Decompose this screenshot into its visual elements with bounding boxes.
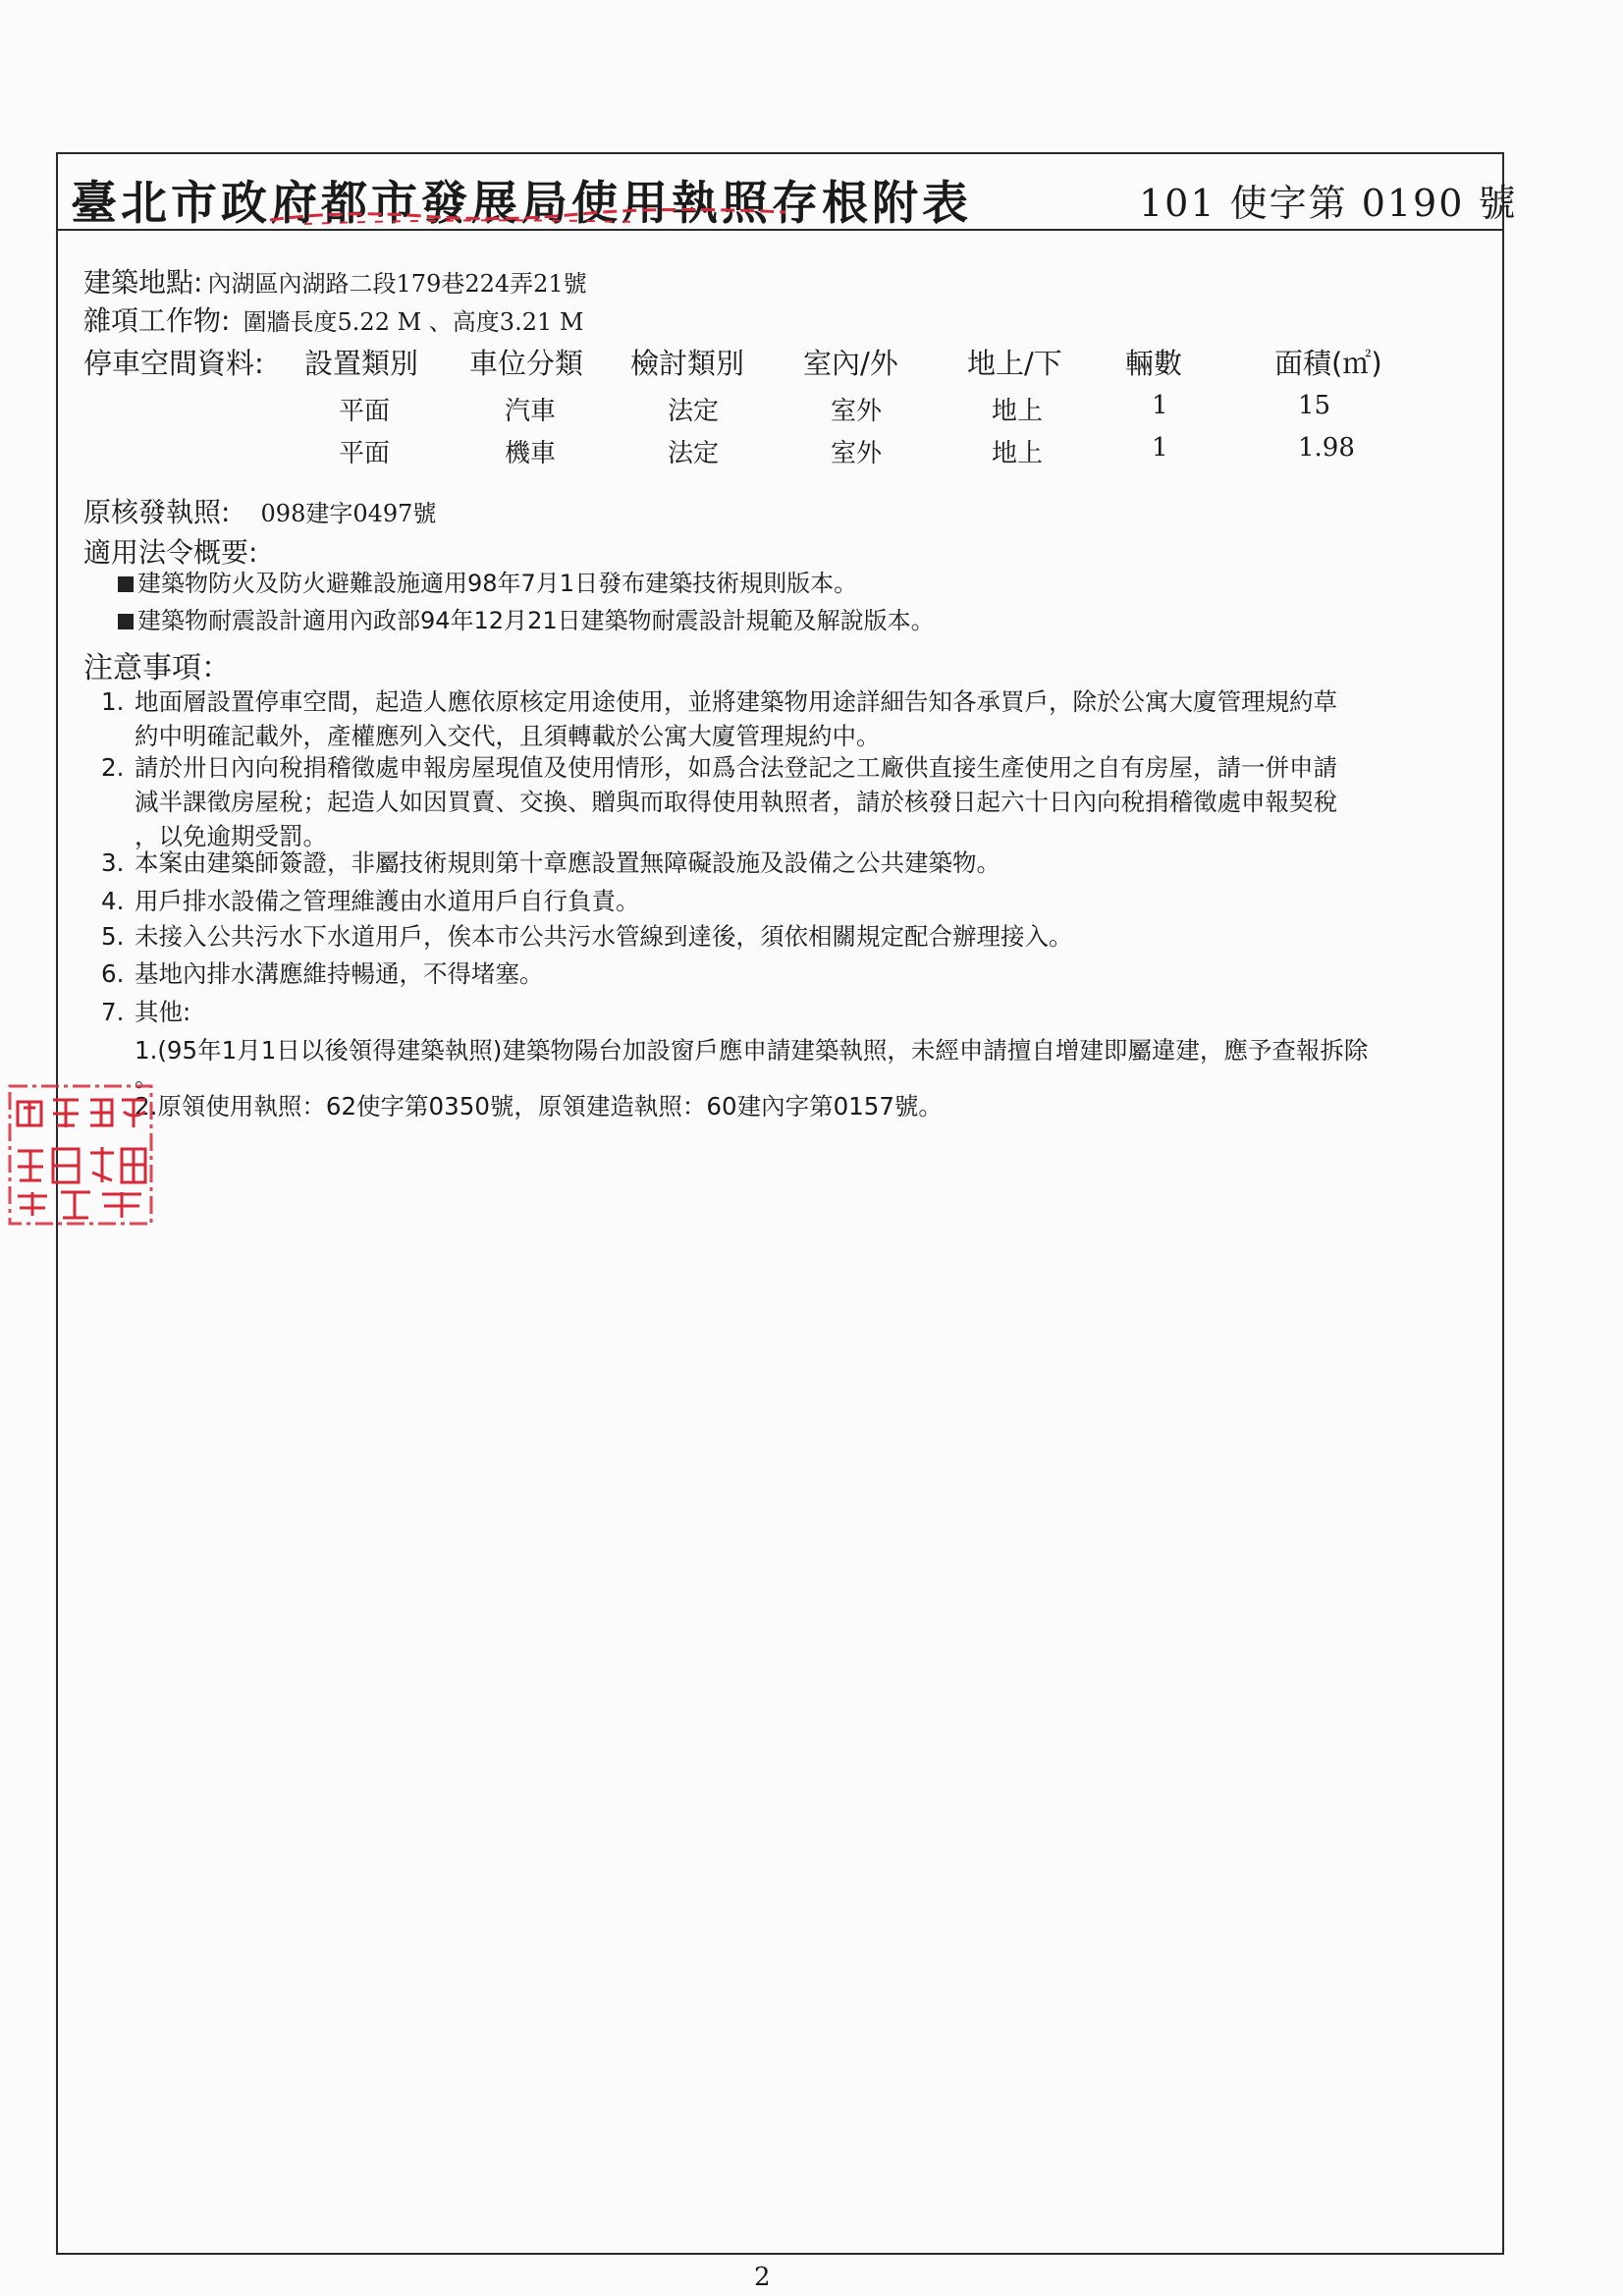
laws-label: 適用法令概要: (83, 536, 258, 569)
parking-header: 設置類別 (304, 347, 419, 380)
note-number: 3. (101, 848, 125, 877)
parking-header: 車位分類 (469, 347, 584, 380)
parking-label: 停車空間資料: (83, 347, 264, 380)
law-item-text: 建築物耐震設計適用內政部94年12月21日建築物耐震設計規範及解說版本。 (137, 607, 935, 634)
note-line: 減半課徵房屋稅；起造人如因買賣、交換、贈與而取得使用執照者，請於核發日起六十日內向稅捐稽徵處申報契稅 (135, 788, 1337, 816)
note-line: 其他: (135, 998, 191, 1026)
note-line: 1.(95年1月1日以後領得建築執照)建築物陽台加設窗戶應申請建築執照，未經申請擅自增建即屬違建，應予查報拆除 (135, 1036, 1369, 1065)
note-number: 6. (101, 959, 125, 988)
permit-number: 101 使字第 0190 號 (1139, 182, 1518, 225)
site-value: 內湖區內湖路二段179巷224弄21號 (207, 270, 587, 298)
law-item (118, 564, 857, 598)
parking-header: 地上/下 (967, 347, 1062, 380)
law-item-text: 建築物防火及防火避難設施適用98年7月1日發布建築技術規則版本。 (137, 570, 858, 597)
red-mark (265, 202, 795, 228)
note-number: 2. (101, 753, 125, 782)
note-number: 5. (101, 922, 125, 951)
parking-cell: 汽車 (505, 397, 557, 426)
note-number: 7. (101, 998, 125, 1026)
note-line: 本案由建築師簽證，非屬技術規則第十章應設置無障礙設施及設備之公共建築物。 (135, 848, 1001, 877)
document-frame (56, 152, 1504, 2255)
document-title: 臺北市政府都市發展局使用執照存根附表 (71, 177, 972, 231)
note-line: 地面層設置停車空間，起造人應依原核定用途使用，並將建築物用途詳細告知各承買戶，除於公寓大廈管理規約草 (135, 687, 1337, 716)
page-number: 2 (754, 2263, 771, 2292)
parking-header: 輛數 (1125, 347, 1183, 380)
parking-cell: 法定 (668, 397, 720, 426)
note-line: 用戶排水設備之管理維護由水道用戶自行負責。 (135, 887, 640, 915)
square-bullet-icon (118, 576, 134, 592)
note-number: 1. (101, 687, 125, 716)
parking-cell: 1.98 (1298, 433, 1355, 463)
parking-cell: 平面 (339, 439, 391, 468)
note-line: 2.原領使用執照：62使字第0350號，原領建造執照：60建內字第0157號。 (135, 1092, 943, 1121)
parking-cell: 室外 (831, 439, 883, 468)
note-line: 約中明確記載外，產權應列入交代，且須轉載於公寓大廈管理規約中。 (135, 722, 881, 750)
misc-row (83, 300, 583, 339)
original-value: 098建字0497號 (260, 500, 437, 527)
misc-value: 圍牆長度5.22 M 、高度3.21 M (243, 308, 584, 336)
parking-header: 檢討類別 (630, 347, 745, 380)
parking-cell: 機車 (505, 439, 557, 468)
parking-cell: 15 (1298, 391, 1331, 420)
parking-cell: 地上 (992, 397, 1044, 426)
parking-cell: 1 (1152, 391, 1168, 420)
site-label: 建築地點: (83, 266, 203, 299)
parking-header: 面積(㎡) (1274, 347, 1382, 380)
note-line: 請於卅日內向稅捐稽徵處申報房屋現值及使用情形，如爲合法登記之工廠供直接生產使用之自有房屋，請一併申請 (135, 753, 1337, 782)
square-bullet-icon (118, 614, 134, 629)
note-line: 未接入公共污水下水道用戶，俟本市公共污水管線到達後，須依相關規定配合辦理接入。 (135, 922, 1073, 951)
parking-header: 室內/外 (803, 347, 898, 380)
parking-cell: 室外 (831, 397, 883, 426)
parking-cell: 1 (1152, 433, 1168, 463)
official-seal (6, 1082, 155, 1228)
parking-cell: 地上 (992, 439, 1044, 468)
parking-cell: 平面 (339, 397, 391, 426)
original-label: 原核發執照: (83, 496, 231, 528)
law-item (118, 601, 935, 635)
note-line: ，以免逾期受罰。 (135, 822, 327, 850)
original-row (83, 491, 436, 530)
site-row (83, 261, 587, 301)
note-line: 基地內排水溝應維持暢通，不得堵塞。 (135, 959, 544, 988)
parking-cell: 法定 (668, 439, 720, 468)
note-line: 。 (135, 1064, 159, 1092)
misc-label: 雜項工作物: (83, 304, 231, 337)
note-number: 4. (101, 887, 125, 915)
notes-label: 注意事項： (83, 651, 231, 685)
